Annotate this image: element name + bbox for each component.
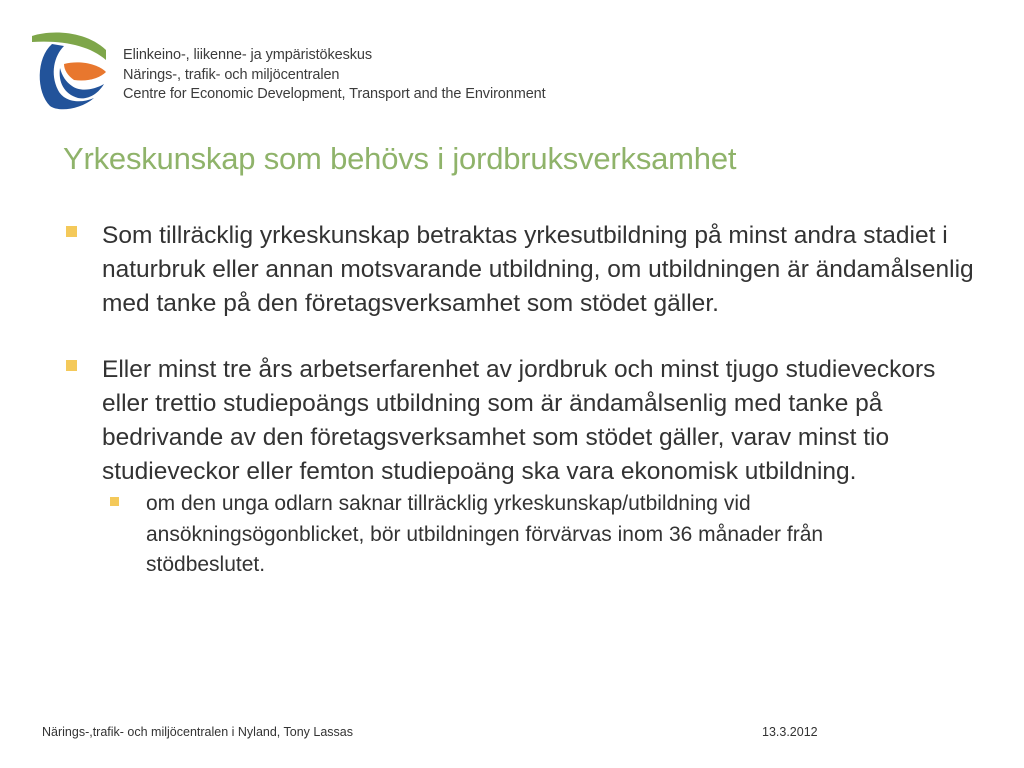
sub-bullet-text: om den unga odlarn saknar tillräcklig yrkeskunskap/utbildning vid ansökningsögonblicket, bör utbildningen förvärvas inom 36 månader från stödbeslutet.	[146, 492, 824, 576]
slide-title: Yrkeskunskap som behövs i jordbruksverksamhet	[63, 141, 737, 176]
footer-author: Närings-,trafik- och miljöcentralen i Nyland, Tony Lassas	[42, 725, 354, 739]
org-name-finnish: Elinkeino-, liikenne- ja ympäristökeskus	[123, 47, 373, 63]
bullet-list	[62, 219, 982, 581]
org-name-english: Centre for Economic Development, Transport and the Environment	[123, 86, 546, 102]
bullet-text: Eller minst tre års arbetserfarenhet av jordbruk och minst tjugo studieveckors eller trettio studiepoängs utbildning som är ändamålsenlig med tanke på bedrivande av den företagsverksamhet som stödet gäller, varav minst tio studieveckor eller femton studiepoäng ska vara ekonomisk utbildning.	[102, 356, 936, 485]
bullet-text: Som tillräcklig yrkeskunskap betraktas yrkesutbildning på minst andra stadiet i naturbruk eller annan motsvarande utbildning, om utbildningen är ändamålsenlig med tanke på den företagsverksamhet som stödet gäller.	[102, 222, 974, 317]
bullet-item	[62, 353, 982, 581]
sub-bullet-item	[146, 489, 946, 581]
square-bullet-icon	[66, 226, 77, 237]
ely-centre-logo-icon	[30, 30, 112, 112]
bullet-item	[62, 219, 982, 321]
square-bullet-icon	[66, 360, 77, 371]
footer-date: 13.3.2012	[762, 725, 818, 739]
organisation-names	[123, 46, 546, 105]
square-bullet-icon	[110, 497, 119, 506]
org-name-swedish: Närings-, trafik- och miljöcentralen	[123, 66, 340, 83]
